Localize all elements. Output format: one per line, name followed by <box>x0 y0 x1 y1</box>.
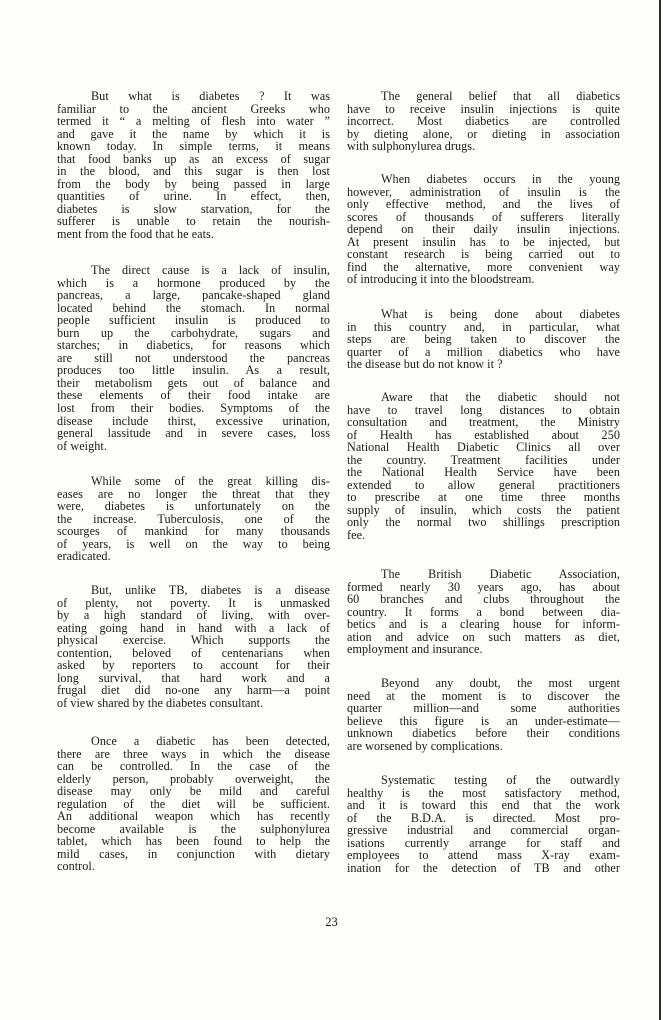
text-line: of introducing it into the bloodstream. <box>347 272 535 287</box>
text-line: only effective method, and the lives of <box>347 197 620 212</box>
text-line: general lassitude and in severe cases, loss <box>57 426 330 441</box>
paragraph <box>57 90 330 241</box>
text-line: have to receive insulin injections is quite <box>347 101 620 116</box>
text-line: ment from the food that he eats. <box>57 227 214 242</box>
text-line: burn up the carbohydrate, sugars and <box>57 325 330 340</box>
text-line: familiar to the ancient Greeks who <box>57 101 330 116</box>
text-line: that food banks up as an excess of sugar <box>57 151 330 166</box>
text-line: contention, beloved of centenarians when <box>57 645 330 660</box>
text-line: The British Diabetic Association, <box>381 567 620 581</box>
text-line: consultation and treatment, the Ministry <box>347 415 620 430</box>
paragraph <box>347 677 620 752</box>
text-line: elderly person, probably overweight, the <box>57 771 330 786</box>
text-line: have to travel long distances to obtain <box>347 402 620 417</box>
text-line: to prescribe at one time three months <box>347 490 620 505</box>
text-line: by a high standard of living, with over- <box>57 608 330 623</box>
text-line: of Health has established about 250 <box>347 427 620 442</box>
paragraph <box>57 584 330 709</box>
text-line: and it is toward this end that the work <box>347 798 620 813</box>
text-line: At present insulin has to be injected, but <box>347 234 620 249</box>
text-line: the disease but do not know it ? <box>347 357 503 372</box>
text-line: find the alternative, more convenient way <box>347 259 620 274</box>
text-line: tablet, which has been found to help the <box>57 834 330 849</box>
paragraph <box>57 475 330 563</box>
text-line: What is being done about diabetes <box>381 307 620 321</box>
text-line: the National Health Service have been <box>347 465 620 480</box>
text-line: gressive industrial and commercial organ- <box>347 823 620 838</box>
text-line: their metabolism gets out of balance and <box>57 375 330 390</box>
paragraph <box>347 774 620 874</box>
text-line: extended to allow general practitioners <box>347 477 620 492</box>
text-line: control. <box>57 859 95 874</box>
paragraph <box>347 173 620 286</box>
text-line: located behind the stomach. In normal <box>57 300 330 315</box>
text-line: While some of the great killing dis- <box>91 474 330 488</box>
text-line: quarter of a million diabetics who have <box>347 344 620 359</box>
text-line: are worsened by complications. <box>347 738 503 753</box>
text-line: long survival, that hard work and a <box>57 670 330 685</box>
text-line: disease may only be mild and careful <box>57 784 330 799</box>
text-line: termed it “ a melting of flesh into water ” <box>57 114 330 129</box>
text-line: disease include thirst, excessive urination, <box>57 413 330 428</box>
text-line: regulation of the diet will be sufficient. <box>57 796 330 811</box>
text-line: only the normal two shillings prescription <box>347 515 620 530</box>
text-line: quantities of urine. In effect, then, <box>57 189 330 204</box>
text-line: 60 branches and clubs throughout the <box>347 592 620 607</box>
text-line: employment and insurance. <box>347 642 483 657</box>
text-line: known today. In simple terms, it means <box>57 139 330 154</box>
text-line: are still not understood the pancreas <box>57 350 330 365</box>
text-line: Once a diabetic has been detected, <box>91 734 330 748</box>
text-line: Systematic testing of the outwardly <box>381 773 620 787</box>
text-line: fee. <box>347 528 366 543</box>
text-line: become available is the sulphonylurea <box>57 821 330 836</box>
text-line: incorrect. Most diabetics are controlled <box>347 114 620 129</box>
page-edge-border <box>659 0 661 1020</box>
text-line: The general belief that all diabetics <box>381 89 620 103</box>
text-line: ination for the detection of TB and other <box>347 860 620 875</box>
text-line: there are three ways in which the disease <box>57 746 330 761</box>
text-line: constant research is being carried out to <box>347 247 620 262</box>
text-line: quarter million—and some authorities <box>347 701 620 716</box>
text-line: however, administration of insulin is the <box>347 184 620 199</box>
text-line: An additional weapon which has recently <box>57 809 330 824</box>
text-line: and gave it the name by which it is <box>57 126 330 141</box>
text-line: of view shared by the diabetes consultant. <box>57 695 264 710</box>
text-line: starches; in diabetics, for reasons which <box>57 338 330 353</box>
text-line: produces too little insulin. As a result, <box>57 363 330 378</box>
text-line: the country. Treatment facilities under <box>347 452 620 467</box>
text-line: eases are no longer the threat that they <box>57 486 330 501</box>
text-line: with sulphonylurea drugs. <box>347 139 476 154</box>
text-line: Beyond any doubt, the most urgent <box>381 676 620 690</box>
paragraph <box>347 90 620 153</box>
text-line: of the B.D.A. is directed. Most pro- <box>347 810 620 825</box>
paragraph <box>57 735 330 873</box>
text-line: by dieting alone, or dieting in association <box>347 126 620 141</box>
paragraph <box>347 308 620 371</box>
text-line: asked by reporters to account for their <box>57 658 330 673</box>
text-line: depend on their daily insulin injections. <box>347 222 620 237</box>
text-line: scores of thousands of sufferers literally <box>347 209 620 224</box>
text-line: in the blood, and this sugar is then lost <box>57 164 330 179</box>
text-line: supply of insulin, which costs the patient <box>347 502 620 517</box>
text-line: eradicated. <box>57 549 111 564</box>
paragraph <box>347 391 620 542</box>
page-number: 23 <box>325 915 338 929</box>
text-line: sufferer is unable to retain the nourish- <box>57 214 330 229</box>
text-line: But what is diabetes ? It was <box>91 89 330 103</box>
paragraph <box>57 264 330 452</box>
text-line: were, diabetes is unfortunately on the <box>57 499 330 514</box>
text-line: betics and is a clearing house for inform- <box>347 617 620 632</box>
text-line: unknown diabetics before their conditions <box>347 726 620 741</box>
text-line: from the body by being passed in large <box>57 176 330 191</box>
text-line: diabetes is slow starvation, for the <box>57 201 330 216</box>
text-line: believe this figure is an under-estimate— <box>347 713 620 728</box>
text-line: the increase. Tuberculosis, one of the <box>57 511 330 526</box>
text-line: which is a hormone produced by the <box>57 275 330 290</box>
text-line: people sufficient insulin is produced to <box>57 313 330 328</box>
text-line: eating going hand in hand with a lack of <box>57 620 330 635</box>
paragraph <box>347 568 620 656</box>
text-line: steps are being taken to discover the <box>347 332 620 347</box>
text-line: can be controlled. In the case of the <box>57 759 330 774</box>
text-line: The direct cause is a lack of insulin, <box>91 263 330 277</box>
text-line: But, unlike TB, diabetes is a disease <box>91 583 330 597</box>
text-line: formed nearly 30 years ago, has about <box>347 579 620 594</box>
text-line: Aware that the diabetic should not <box>381 390 620 404</box>
text-line: country. It forms a bond between dia- <box>347 604 620 619</box>
text-line: need at the moment is to discover the <box>347 688 620 703</box>
text-line: in this country and, in particular, what <box>347 319 620 334</box>
text-line: When diabetes occurs in the young <box>381 172 620 186</box>
text-line: lost from their bodies. Symptoms of the <box>57 401 330 416</box>
text-line: isations currently arrange for staff and <box>347 835 620 850</box>
text-line: employees to attend mass X-ray exam- <box>347 848 620 863</box>
text-line: healthy is the most satisfactory method, <box>347 785 620 800</box>
text-line: these elements of their food intake are <box>57 388 330 403</box>
text-line: mild cases, in conjunction with dietary <box>57 846 330 861</box>
text-line: pancreas, a large, pancake-shaped gland <box>57 288 330 303</box>
text-line: physical exercise. Which supports the <box>57 633 330 648</box>
text-line: of years, is well on the way to being <box>57 536 330 551</box>
text-line: ation and advice on such matters as diet, <box>347 629 620 644</box>
text-line: of plenty, not poverty. It is unmasked <box>57 595 330 610</box>
text-line: frugal diet did no-one any harm—a point <box>57 683 330 698</box>
text-line: scourges of mankind for many thousands <box>57 524 330 539</box>
text-line: National Health Diabetic Clinics all over <box>347 440 620 455</box>
text-line: of weight. <box>57 438 107 453</box>
